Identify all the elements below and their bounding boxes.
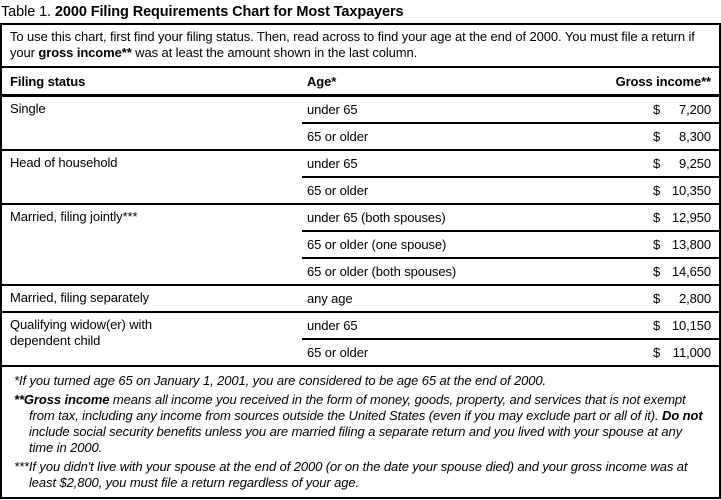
- text-segment: include social security benefits unless you are married filing a separate return and you lived with your spouse at any time in 2000.: [29, 424, 683, 455]
- currency-symbol: $: [653, 210, 661, 225]
- age-cell: under 65 (both spouses): [307, 210, 446, 225]
- footnotes-section: [2, 367, 719, 497]
- amount-value: 12,950: [671, 210, 711, 225]
- age-income-rows: [302, 97, 719, 149]
- currency-symbol: $: [653, 264, 661, 279]
- table-row: [302, 97, 719, 122]
- filing-status-label: Married, filing jointly***: [10, 209, 138, 224]
- gross-income-cell: [653, 291, 711, 306]
- text-segment: means all income you received in the form of money, goods, property, and services that is not exempt from tax, including any income from sources outside the United States (even if you may exclude part or all of it).: [29, 392, 686, 423]
- filing-status-label: Qualifying widow(er) with dependent child: [10, 317, 152, 348]
- bold-text-segment: 2000 Filing Requirements Chart for Most Taxpayers: [54, 4, 404, 20]
- gross-income-cell: [653, 237, 711, 252]
- gross-income-cell: [653, 210, 711, 225]
- age-cell: under 65: [307, 318, 358, 333]
- filing-requirements-table: [0, 23, 721, 499]
- currency-symbol: $: [653, 291, 661, 306]
- filing-status-group: [2, 286, 719, 313]
- filing-status-group: [2, 313, 719, 367]
- table-row: [302, 176, 719, 203]
- table-row: [302, 230, 719, 257]
- currency-symbol: $: [653, 102, 661, 117]
- age-cell: 65 or older: [307, 129, 369, 144]
- amount-value: 2,800: [678, 291, 711, 306]
- footnote: [14, 392, 707, 456]
- table-title: [0, 0, 721, 23]
- age-cell: 65 or older: [307, 345, 369, 360]
- gross-income-cell: [653, 183, 711, 198]
- table-row: [302, 151, 719, 176]
- footnote: [14, 373, 707, 389]
- filing-status-group: [2, 205, 719, 286]
- age-income-rows: [302, 286, 719, 311]
- amount-value: 13,800: [671, 237, 711, 252]
- column-header-gross-income: Gross income**: [615, 73, 711, 89]
- currency-symbol: $: [653, 345, 661, 360]
- filing-status-cell: [2, 151, 302, 203]
- filing-status-cell: [2, 313, 302, 365]
- gross-income-cell: [653, 318, 711, 333]
- gross-income-cell: [653, 129, 711, 144]
- footnote: [14, 459, 707, 491]
- table-row: [302, 286, 719, 311]
- age-cell: 65 or older (one spouse): [307, 237, 447, 252]
- text-segment: ***If you didn't live with your spouse at the end of 2000 (or on the date your spouse died) and your gross income was at least $2,800, you must file a return regardless of your age.: [14, 459, 688, 490]
- filing-status-label: Head of household: [10, 155, 118, 170]
- filing-status-group: [2, 97, 719, 151]
- age-cell: 65 or older (both spouses): [307, 264, 457, 279]
- bold-text-segment: **Gross income: [14, 392, 110, 407]
- currency-symbol: $: [653, 183, 661, 198]
- column-header-filing-status: Filing status: [10, 73, 86, 89]
- filing-status-cell: [2, 97, 302, 149]
- gross-income-cell: [653, 264, 711, 279]
- gross-income-cell: [653, 156, 711, 171]
- text-segment: was at least the amount shown in the last column.: [131, 45, 418, 60]
- filing-status-label: Married, filing separately: [10, 290, 150, 305]
- currency-symbol: $: [653, 318, 661, 333]
- age-income-rows: [302, 313, 719, 365]
- text-segment: *If you turned age 65 on January 1, 2001, you are considered to be age 65 at the end of 2000.: [14, 373, 547, 388]
- table-row: [302, 338, 719, 365]
- amount-value: 14,650: [671, 264, 711, 279]
- age-cell: any age: [307, 291, 353, 306]
- gross-income-cell: [653, 102, 711, 117]
- age-income-rows: [302, 205, 719, 284]
- table-row: [302, 205, 719, 230]
- amount-value: 10,150: [671, 318, 711, 333]
- bold-text-segment: Do not: [662, 408, 703, 423]
- table-row: [302, 122, 719, 149]
- text-segment: Table 1.: [1, 4, 55, 20]
- age-cell: 65 or older: [307, 183, 369, 198]
- bold-text-segment: gross income**: [38, 45, 132, 60]
- text-segment: To use this chart, first find your filing status. Then, read across to find your age at the end of 2000. You must file a return if your: [10, 29, 695, 60]
- amount-value: 11,000: [672, 345, 711, 360]
- filing-status-cell: [2, 205, 302, 284]
- filing-status-cell: [2, 286, 302, 311]
- age-cell: under 65: [307, 102, 358, 117]
- currency-symbol: $: [653, 129, 661, 144]
- filing-status-label: Single: [10, 101, 46, 116]
- filing-status-group: [2, 151, 719, 205]
- table-instructions: [2, 25, 719, 68]
- table-row: [302, 257, 719, 284]
- currency-symbol: $: [653, 156, 661, 171]
- age-income-rows: [302, 151, 719, 203]
- table-header-row: [2, 68, 719, 97]
- column-header-age: Age*: [307, 73, 337, 89]
- gross-income-cell: [653, 345, 711, 360]
- amount-value: 7,200: [678, 102, 711, 117]
- amount-value: 10,350: [671, 183, 711, 198]
- table-row: [302, 313, 719, 338]
- amount-value: 8,300: [678, 129, 711, 144]
- table-body: [2, 97, 719, 367]
- currency-symbol: $: [653, 237, 661, 252]
- age-cell: under 65: [307, 156, 358, 171]
- amount-value: 9,250: [678, 156, 711, 171]
